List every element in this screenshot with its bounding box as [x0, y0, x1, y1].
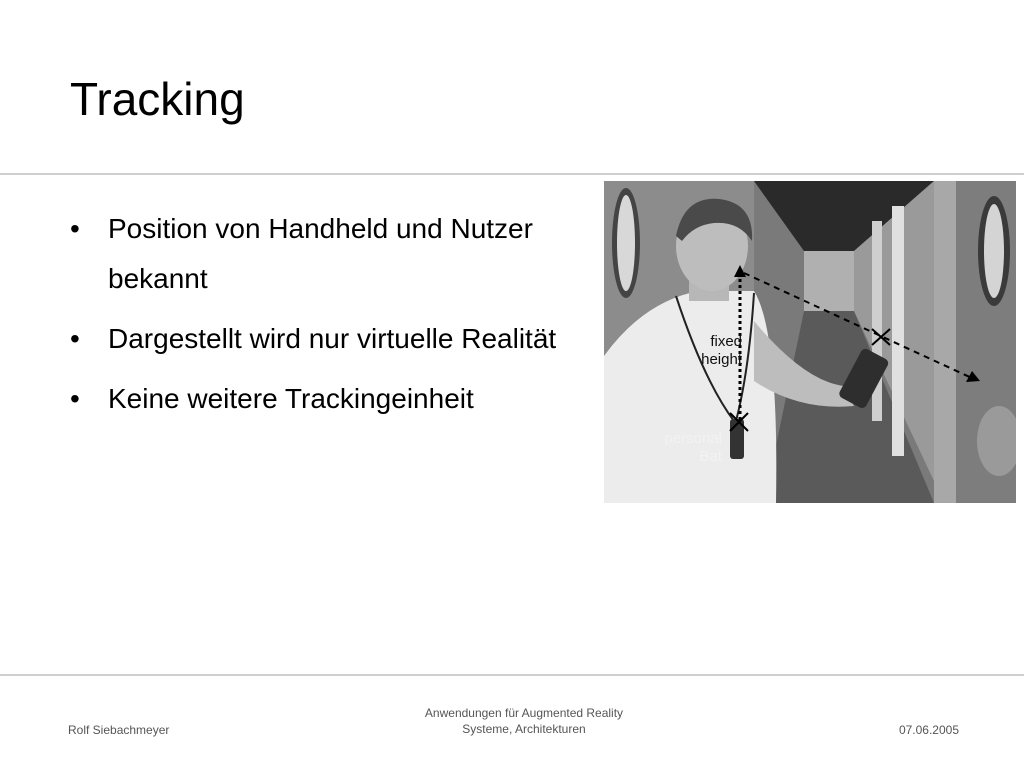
personal-bat-label: [650, 430, 722, 466]
bullet-item: • Position von Handheld und Nutzer bekannt: [70, 204, 570, 304]
footer-course-line1: Anwendungen für Augmented Reality: [424, 706, 624, 720]
footer-course-title: [324, 705, 724, 737]
slide-title: Tracking: [70, 73, 245, 125]
title-divider: [0, 173, 1024, 175]
footer-course-line2: Systeme, Architekturen: [462, 722, 586, 736]
personal-bat-label-line1: personal: [664, 430, 722, 447]
fixed-height-label-line1: fixed: [710, 333, 742, 350]
bullet-item: • Dargestellt wird nur virtuelle Realität: [70, 314, 570, 364]
bullet-list: [70, 204, 570, 434]
fixed-height-label: [680, 333, 742, 369]
fixed-height-label-line2: height: [701, 351, 742, 368]
footer-divider: [0, 674, 1024, 676]
bullet-item: • Keine weitere Trackingeinheit: [70, 374, 570, 424]
footer-date: 07.06.2005: [898, 723, 959, 737]
personal-bat-label-line2: Bat: [699, 448, 722, 465]
footer-author: Rolf Siebachmeyer: [68, 723, 170, 737]
